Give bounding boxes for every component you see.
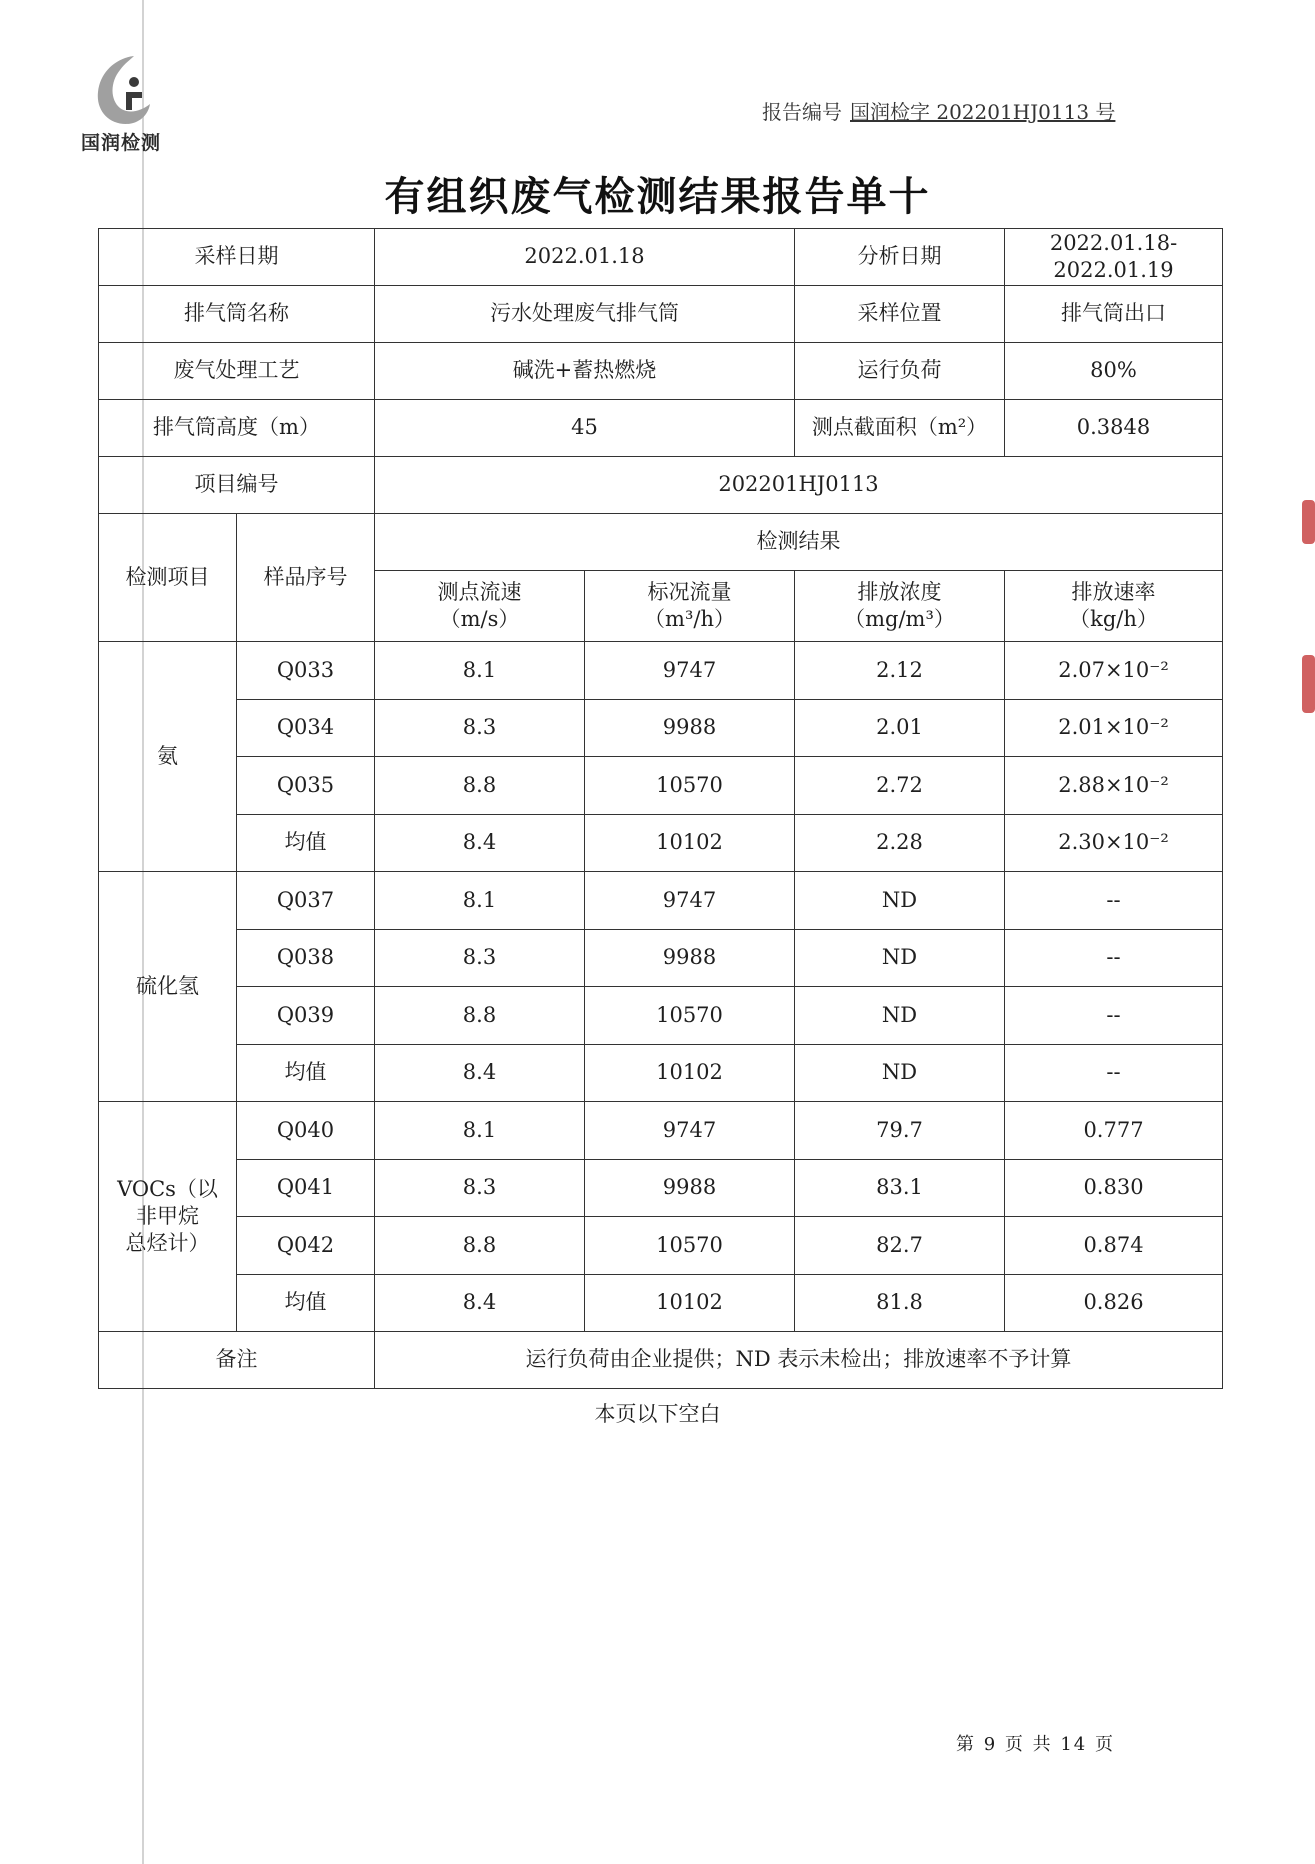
header-flow-label: 标况流量 [647, 579, 732, 604]
table-row [99, 814, 1223, 872]
table-row [99, 757, 1223, 815]
area: 0.3848 [1005, 400, 1223, 457]
table-row [99, 1102, 1223, 1160]
velocity: 8.3 [375, 929, 585, 987]
rate: -- [1005, 1044, 1223, 1102]
sample-no: 均值 [237, 1044, 375, 1102]
flow: 10102 [585, 814, 795, 872]
sample-no: Q033 [237, 642, 375, 700]
sampling-location-label: 采样位置 [795, 286, 1005, 343]
sample-no: Q039 [237, 987, 375, 1045]
sample-no: Q042 [237, 1217, 375, 1275]
table-row [99, 872, 1223, 930]
concentration: ND [795, 872, 1005, 930]
flow: 10102 [585, 1274, 795, 1332]
gr-logo-icon [86, 52, 156, 128]
remarks: 运行负荷由企业提供；ND 表示未检出；排放速率不予计算 [375, 1332, 1223, 1389]
flow: 9747 [585, 1102, 795, 1160]
header-concentration [795, 571, 1005, 642]
analysis-date-label: 分析日期 [795, 229, 1005, 286]
group-name: 氨 [99, 642, 237, 872]
project-no: 202201HJ0113 [375, 457, 1223, 514]
page-title: 有组织废气检测结果报告单十 [384, 173, 931, 220]
rate: 0.830 [1005, 1159, 1223, 1217]
info-row [99, 229, 1223, 286]
velocity: 8.3 [375, 699, 585, 757]
table-row [99, 1044, 1223, 1102]
header-concentration-label: 排放浓度 [857, 579, 942, 604]
info-row [99, 343, 1223, 400]
rate: 2.01×10⁻² [1005, 699, 1223, 757]
velocity: 8.8 [375, 987, 585, 1045]
logo [66, 52, 176, 162]
header-rate-unit: （kg/h） [1069, 607, 1158, 631]
remarks-row [99, 1332, 1223, 1389]
analysis-date: 2022.01.18-2022.01.19 [1005, 229, 1223, 286]
rate: 2.88×10⁻² [1005, 757, 1223, 815]
results-table [98, 228, 1223, 1389]
group-name [99, 1102, 237, 1332]
table-row [99, 929, 1223, 987]
table-row [99, 1274, 1223, 1332]
table-row [99, 642, 1223, 700]
sample-no: 均值 [237, 1274, 375, 1332]
flow: 9747 [585, 642, 795, 700]
rate: 2.07×10⁻² [1005, 642, 1223, 700]
sample-no: Q040 [237, 1102, 375, 1160]
rate: -- [1005, 987, 1223, 1045]
group-name-line: 总烃计） [125, 1231, 210, 1256]
rate: 2.30×10⁻² [1005, 814, 1223, 872]
concentration: 79.7 [795, 1102, 1005, 1160]
remarks-label: 备注 [99, 1332, 375, 1389]
concentration: 2.01 [795, 699, 1005, 757]
sample-no: Q034 [237, 699, 375, 757]
rate: 0.874 [1005, 1217, 1223, 1275]
blank-note: 本页以下空白 [594, 1402, 721, 1426]
page-footer: 第 9 页 共 14 页 [956, 1734, 1115, 1755]
header-results: 检测结果 [375, 514, 1223, 571]
concentration: 82.7 [795, 1217, 1005, 1275]
group-name-line: VOCs（以 [117, 1176, 218, 1201]
flow: 9988 [585, 1159, 795, 1217]
info-row [99, 286, 1223, 343]
rate: 0.777 [1005, 1102, 1223, 1160]
stack-name: 污水处理废气排气筒 [375, 286, 795, 343]
flow: 9988 [585, 929, 795, 987]
info-row [99, 400, 1223, 457]
velocity: 8.4 [375, 1274, 585, 1332]
info-row [99, 457, 1223, 514]
report-number [762, 96, 1115, 125]
velocity: 8.1 [375, 642, 585, 700]
rate: 0.826 [1005, 1274, 1223, 1332]
stamp-fragment [1302, 655, 1315, 713]
logo-text: 国润检测 [80, 132, 161, 154]
sample-no: Q041 [237, 1159, 375, 1217]
flow: 10570 [585, 987, 795, 1045]
concentration: 83.1 [795, 1159, 1005, 1217]
project-no-label: 项目编号 [99, 457, 375, 514]
concentration: 81.8 [795, 1274, 1005, 1332]
header-flow-unit: （m³/h） [644, 607, 735, 631]
load-label: 运行负荷 [795, 343, 1005, 400]
report-number-label: 报告编号 [762, 100, 842, 124]
velocity: 8.3 [375, 1159, 585, 1217]
velocity: 8.4 [375, 1044, 585, 1102]
header-flow [585, 571, 795, 642]
sampling-date: 2022.01.18 [375, 229, 795, 286]
sampling-location: 排气筒出口 [1005, 286, 1223, 343]
concentration: ND [795, 1044, 1005, 1102]
velocity: 8.1 [375, 872, 585, 930]
sample-no: 均值 [237, 814, 375, 872]
header-item: 检测项目 [99, 514, 237, 642]
flow: 10570 [585, 757, 795, 815]
area-label: 测点截面积（m²） [795, 400, 1005, 457]
height: 45 [375, 400, 795, 457]
velocity: 8.1 [375, 1102, 585, 1160]
sample-no: Q037 [237, 872, 375, 930]
group-name: 硫化氢 [99, 872, 237, 1102]
table-row [99, 987, 1223, 1045]
table-row [99, 1159, 1223, 1217]
header-rate-label: 排放速率 [1071, 579, 1156, 604]
process-label: 废气处理工艺 [99, 343, 375, 400]
flow: 10570 [585, 1217, 795, 1275]
load: 80% [1005, 343, 1223, 400]
stamp-fragment [1302, 500, 1315, 544]
process: 碱洗+蓄热燃烧 [375, 343, 795, 400]
velocity: 8.8 [375, 1217, 585, 1275]
stack-name-label: 排气筒名称 [99, 286, 375, 343]
header-velocity-unit: （m/s） [439, 607, 520, 631]
concentration: ND [795, 987, 1005, 1045]
header-rate [1005, 571, 1223, 642]
table-row [99, 1217, 1223, 1275]
flow: 9988 [585, 699, 795, 757]
velocity: 8.4 [375, 814, 585, 872]
sample-no: Q038 [237, 929, 375, 987]
height-label: 排气筒高度（m） [99, 400, 375, 457]
flow: 9747 [585, 872, 795, 930]
header-velocity [375, 571, 585, 642]
concentration: 2.28 [795, 814, 1005, 872]
sample-no: Q035 [237, 757, 375, 815]
rate: -- [1005, 872, 1223, 930]
concentration: ND [795, 929, 1005, 987]
header-row [99, 514, 1223, 571]
velocity: 8.8 [375, 757, 585, 815]
header-velocity-label: 测点流速 [437, 579, 522, 604]
group-name-line: 非甲烷 [136, 1203, 199, 1228]
rate: -- [1005, 929, 1223, 987]
concentration: 2.72 [795, 757, 1005, 815]
flow: 10102 [585, 1044, 795, 1102]
header-sample-no: 样品序号 [237, 514, 375, 642]
table-row [99, 699, 1223, 757]
sampling-date-label: 采样日期 [99, 229, 375, 286]
concentration: 2.12 [795, 642, 1005, 700]
header-concentration-unit: （mg/m³） [844, 607, 955, 631]
report-number-value: 国润检字 202201HJ0113 号 [850, 100, 1116, 124]
